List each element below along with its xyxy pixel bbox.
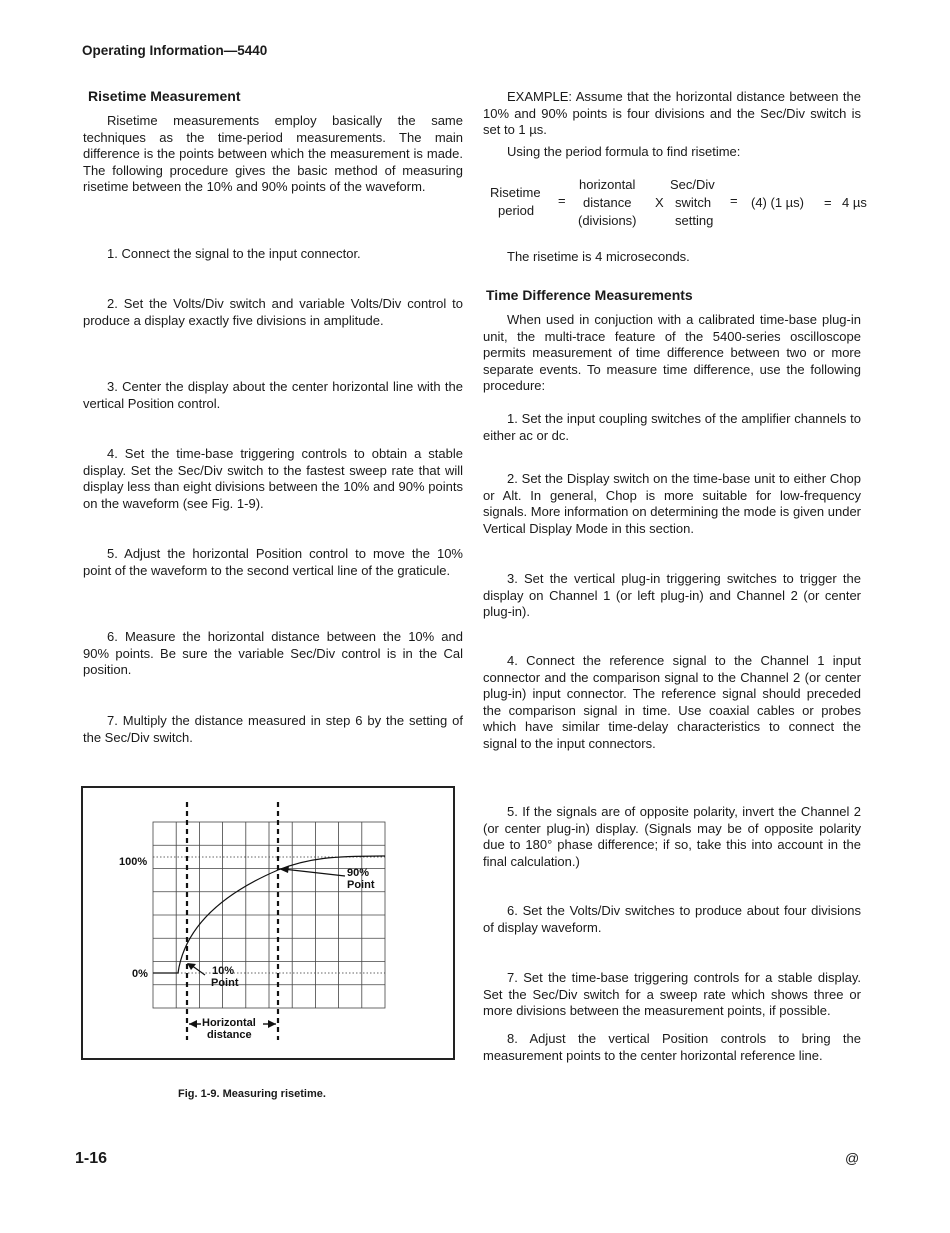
label-10-point: Point (211, 977, 239, 989)
risetime-step-7: 7. Multiply the distance measured in step 6 by the setting of the Sec/Div switch. (83, 713, 463, 745)
formula-equals-1: = (558, 193, 566, 208)
formula-risetime: Risetime (490, 185, 541, 200)
formula-switch: switch (675, 195, 712, 210)
formula-result: 4 µs (842, 195, 867, 210)
formula-equals-3: = (824, 195, 832, 210)
risetime-step-1: 1. Connect the signal to the input connector. (107, 246, 361, 261)
risetime-step-2: 2. Set the Volts/Div switch and variable Volts/Div control to produce a display exactly five divisions in amplitude. (83, 296, 463, 328)
formula-setting: setting (675, 213, 714, 228)
time-diff-step-5: 5. If the signals are of opposite polarity, invert the Channel 2 (or center plug-in) display. (Signals may be of opposite polarity due to 180° phase difference; if so, take this into account in the final calculation.) (483, 804, 861, 869)
formula-times: X (655, 195, 664, 210)
risetime-figure (81, 786, 455, 1060)
page-header: Operating Information—5440 (82, 43, 268, 58)
label-distance: distance (207, 1029, 252, 1041)
formula-secdiv: Sec/Div (670, 177, 715, 192)
risetime-step-3: 3. Center the display about the center horizontal line with the vertical Position control. (83, 379, 463, 411)
graticule-diagram (83, 788, 453, 1058)
time-diff-step-7: 7. Set the time-base triggering controls for a stable display. Set the Sec/Div switch for a sweep rate which shows three or more divisions between the measurement points, if possible. (483, 970, 861, 1018)
label-0-percent: 0% (132, 968, 148, 980)
section-title-time-difference: Time Difference Measurements (486, 287, 693, 303)
formula-horizontal: horizontal (579, 177, 636, 192)
figure-caption: Fig. 1-9. Measuring risetime. (178, 1088, 326, 1100)
time-difference-intro: When used in conjuction with a calibrated time-base plug-in unit, the multi-trace feature of the 5400-series oscilloscope permits measurement of time difference between two or more separate events. To measure time difference, use the following procedure: (483, 312, 861, 393)
risetime-formula (488, 176, 873, 232)
time-diff-step-2: 2. Set the Display switch on the time-base unit to either Chop or Alt. In general, Chop is more suitable for low-frequency signals. More information on determining the mode is given under Vertical Display Mode in this section. (483, 471, 861, 536)
example-paragraph: EXAMPLE: Assume that the horizontal distance between the 10% and 90% points is four divisions and the Sec/Div switch is set to 1 µs. (483, 89, 861, 137)
page-number: 1-16 (75, 1150, 108, 1167)
label-90-point: Point (347, 879, 375, 891)
formula-distance: distance (583, 195, 632, 210)
time-diff-step-4: 4. Connect the reference signal to the Channel 1 input connector and the comparison signal to the Channel 2 (or center plug-in) input connector. The reference signal should preceded the comparison signal in time. Use coaxial cables or probes which have similar time-delay characteristics to connect the signal to the input connectors. (483, 653, 861, 751)
time-diff-step-3: 3. Set the vertical plug-in triggering switches to trigger the display on Channel 1 (or left plug-in) and Channel 2 (or center plug-in). (483, 571, 861, 619)
time-diff-step-8: 8. Adjust the vertical Position controls to bring the measurement points to the center horizontal reference line. (483, 1031, 861, 1063)
section-title-risetime: Risetime Measurement (88, 88, 241, 104)
risetime-conclusion: The risetime is 4 microseconds. (507, 249, 690, 264)
time-diff-step-1: 1. Set the input coupling switches of the amplifier channels to either ac or dc. (483, 411, 861, 443)
risetime-step-6: 6. Measure the horizontal distance between the 10% and 90% points. Be sure the variable Sec/Div control is in the Cal position. (83, 629, 463, 677)
formula-divisions: (divisions) (578, 213, 637, 228)
formula-product: (4) (1 µs) (751, 195, 804, 210)
risetime-step-5: 5. Adjust the horizontal Position control to move the 10% point of the waveform to the second vertical line of the graticule. (83, 546, 463, 578)
risetime-intro: Risetime measurements employ basically the same techniques as the time-period measurements. The main difference is the points between which the measurement is made. The following procedure gives the basic method of measuring risetime between the 10% and 90% points of the waveform. (83, 113, 463, 194)
publisher-mark: @ (845, 1150, 860, 1166)
formula-period: period (498, 203, 535, 218)
label-90-percent: 90% (347, 867, 370, 879)
formula-equals-2: = (730, 193, 738, 208)
label-horizontal: Horizontal (202, 1017, 256, 1029)
using-formula-text: Using the period formula to find risetime: (507, 144, 741, 159)
label-10-percent: 10% (212, 965, 235, 977)
risetime-step-4: 4. Set the time-base triggering controls to obtain a stable display. Set the Sec/Div switch to the fastest sweep rate that will display less than eight divisions between the 10% and 90% points on the waveform (see Fig. 1-9). (83, 446, 463, 511)
time-diff-step-6: 6. Set the Volts/Div switches to produce about four divisions of display waveform. (483, 903, 861, 935)
label-100-percent: 100% (119, 856, 148, 868)
